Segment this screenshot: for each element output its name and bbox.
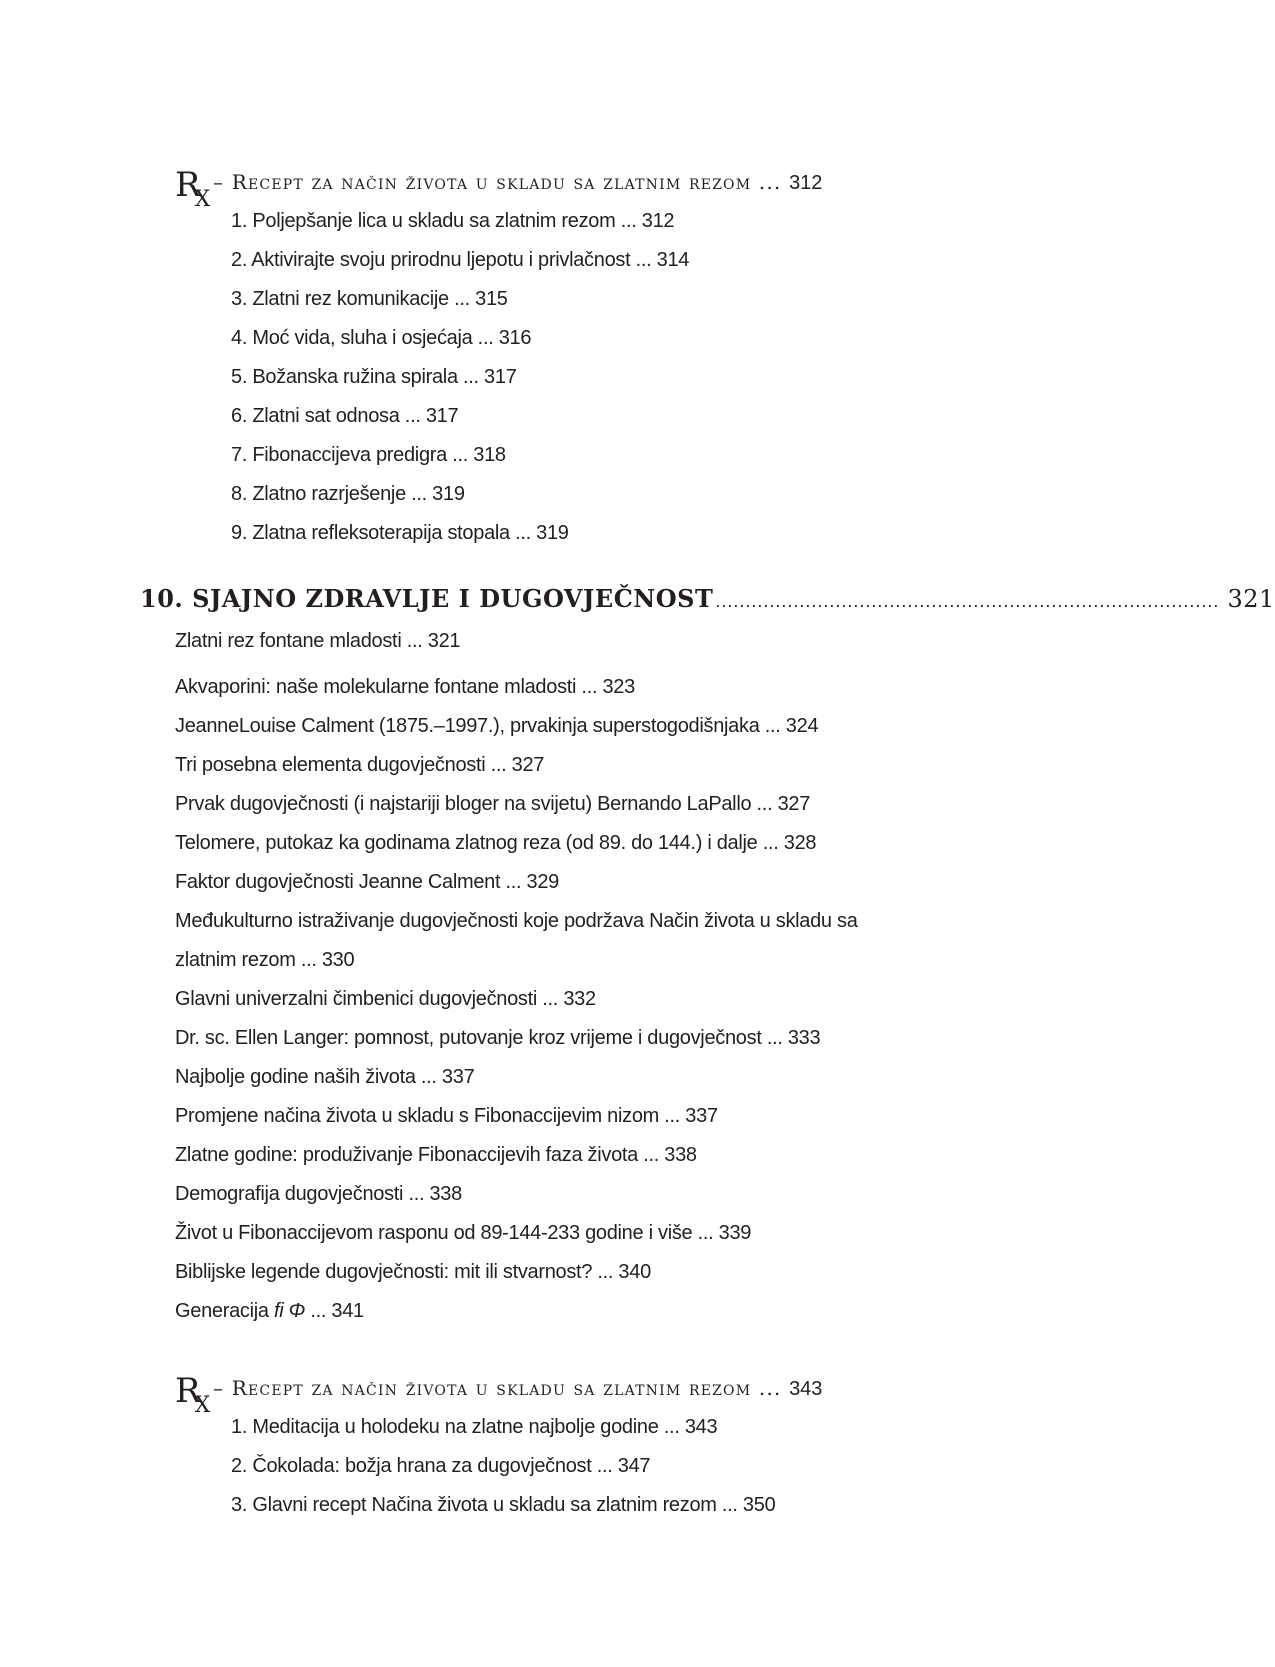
toc-entry[interactable]: Međukulturno istraživanje dugovječnosti koje podržava Način života u skladu sa: [175, 910, 858, 932]
toc-entry[interactable]: [175, 1300, 364, 1323]
toc-entry[interactable]: Tri posebna elementa dugovječnosti ... 327: [175, 754, 545, 776]
toc-entry[interactable]: Najbolje godine naših života ... 337: [175, 1066, 475, 1088]
rx-icon: $R_X$: [175, 165, 211, 212]
toc-entry[interactable]: Zlatne godine: produživanje Fibonaccijevih faza života ... 338: [175, 1144, 697, 1166]
rx-icon: $R_X$: [175, 1371, 211, 1418]
toc-subitem[interactable]: 8. Zlatno razrješenje ... 319: [231, 483, 465, 505]
chapter-page: 321: [1227, 585, 1275, 613]
toc-entry[interactable]: Faktor dugovječnosti Jeanne Calment ... 329: [175, 871, 559, 893]
toc-subitem[interactable]: 3. Glavni recept Načina života u skladu sa zlatnim rezom ... 350: [231, 1494, 776, 1516]
toc-subitem[interactable]: 7. Fibonaccijeva predigra ... 318: [231, 444, 506, 466]
toc-subitem[interactable]: 9. Zlatna refleksoterapija stopala ... 319: [231, 522, 569, 544]
entry-page: ... 341: [305, 1300, 364, 1322]
recipe-heading: – Recept za način života u skladu sa zlatnim rezom ... 312: [213, 170, 823, 194]
toc-entry[interactable]: Promjene načina života u skladu s Fibonaccijevim nizom ... 337: [175, 1105, 718, 1127]
toc-subitem[interactable]: 1. Poljepšanje lica u skladu sa zlatnim rezom ... 312: [231, 210, 675, 232]
entry-text: Generacija: [175, 1300, 274, 1322]
toc-entry[interactable]: Akvaporini: naše molekularne fontane mladosti ... 323: [175, 676, 635, 698]
recipe-heading: – Recept za način života u skladu sa zlatnim rezom ... 343: [213, 1376, 823, 1400]
toc-subitem[interactable]: 1. Meditacija u holodeku na zlatne najbolje godine ... 343: [231, 1416, 718, 1438]
toc-entry[interactable]: Demografija dugovječnosti ... 338: [175, 1183, 462, 1205]
toc-subitem[interactable]: 5. Božanska ružina spirala ... 317: [231, 366, 517, 388]
toc-entry[interactable]: Zlatni rez fontane mladosti ... 321: [175, 630, 461, 652]
toc-entry[interactable]: Dr. sc. Ellen Langer: pomnost, putovanje kroz vrijeme i dugovječnost ... 333: [175, 1027, 821, 1049]
toc-entry[interactable]: zlatnim rezom ... 330: [175, 949, 355, 971]
dot-leader: ....................................................................................: [715, 591, 1220, 611]
chapter-heading[interactable]: [140, 584, 1275, 613]
toc-subitem[interactable]: 6. Zlatni sat odnosa ... 317: [231, 405, 459, 427]
chapter-title: 10. SJAJNO ZDRAVLJE I DUGOVJEČNOST: [140, 584, 714, 613]
toc-subitem[interactable]: 2. Čokolada: božja hrana za dugovječnost ... 347: [231, 1455, 651, 1477]
toc-subitem[interactable]: 2. Aktivirajte svoju prirodnu ljepotu i privlačnost ... 314: [231, 249, 690, 271]
phi-symbol: fi Φ: [273, 1300, 306, 1322]
toc-entry[interactable]: Biblijske legende dugovječnosti: mit ili stvarnost? ... 340: [175, 1261, 651, 1283]
toc-entry[interactable]: Prvak dugovječnosti (i najstariji bloger na svijetu) Bernando LaPallo ... 327: [175, 793, 811, 815]
toc-subitem[interactable]: 3. Zlatni rez komunikacije ... 315: [231, 288, 508, 310]
toc-entry[interactable]: JeanneLouise Calment (1875.–1997.), prvakinja superstogodišnjaka ... 324: [175, 715, 819, 737]
toc-subitem[interactable]: 4. Moć vida, sluha i osjećaja ... 316: [231, 327, 532, 349]
toc-entry[interactable]: Glavni univerzalni čimbenici dugovječnosti ... 332: [175, 988, 596, 1010]
toc-entry[interactable]: Telomere, putokaz ka godinama zlatnog reza (od 89. do 144.) i dalje ... 328: [175, 832, 817, 854]
toc-entry[interactable]: Život u Fibonaccijevom rasponu od 89-144-233 godine i više ... 339: [175, 1222, 752, 1244]
